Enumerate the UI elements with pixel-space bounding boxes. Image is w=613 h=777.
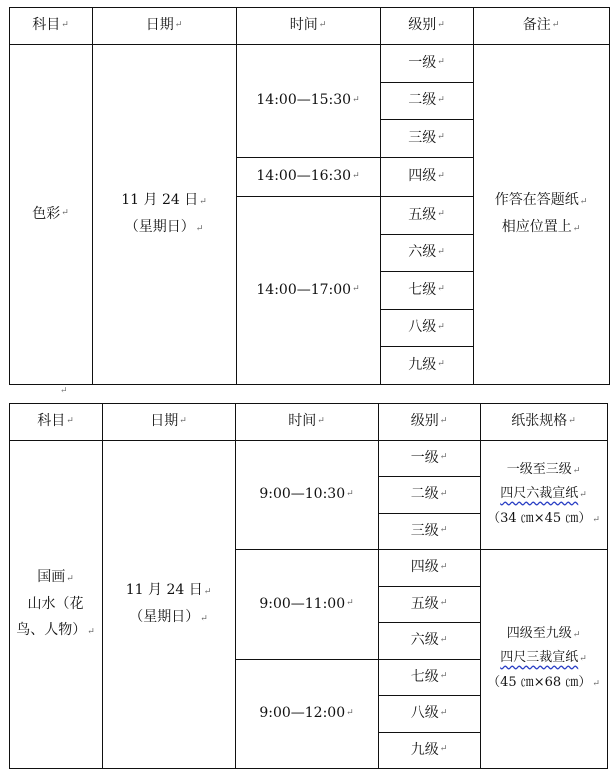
t1-level: 八级 ↵ [408,319,445,336]
t1-level: 二级 ↵ [408,92,445,109]
paragraph-mark: ↵ [60,386,68,396]
t2-level: 一级 ↵ [410,449,448,466]
t2-header-level: 级别 ↵ [410,413,448,430]
t1-note: 作答在答题纸↵ 相应位置上↵ [494,192,588,235]
t2-level: 四级 ↵ [410,559,448,576]
t1-time-slot: 14:00—15:30 ↵ [256,92,360,109]
t2-subject: 国画↵ 山水（花 鸟、人物）↵ [16,569,95,639]
t2-level: 二级 ↵ [410,486,448,503]
t2-header-paper-spec: 纸张规格 ↵ [511,413,576,430]
t2-time-slot: 9:00—12:00 ↵ [259,705,354,722]
t2-date: 11 月 24 日↵ （星期日）↵ [125,582,212,625]
t1-header-time: 时间 ↵ [289,17,327,34]
t1-level: 四级 ↵ [408,168,445,185]
t2-level: 三级 ↵ [410,522,448,539]
t1-time-slot: 14:00—16:30 ↵ [256,168,360,185]
t2-paper-spec-2: 四级至九级↵ 四尺三裁宣纸↵ （45 ㎝×68 ㎝）↵ [487,626,600,690]
t2-paper-spec-1: 一级至三级↵ 四尺六裁宣纸↵ （34 ㎝×45 ㎝）↵ [487,462,600,526]
t1-level: 六级 ↵ [408,244,445,261]
t2-level: 八级 ↵ [410,705,448,722]
t1-header-level: 级别 ↵ [408,17,445,34]
t1-level: 七级 ↵ [408,281,445,298]
t2-header-date: 日期 ↵ [150,413,187,430]
t2-header-time: 时间 ↵ [288,413,325,430]
t1-subject: 色彩 ↵ [32,205,69,222]
t2-level: 六级 ↵ [410,632,448,649]
t1-header-date: 日期 ↵ [145,17,183,34]
t2-level: 五级 ↵ [410,595,448,612]
t1-date: 11 月 24 日↵ （星期日）↵ [121,192,207,235]
t1-level: 三级 ↵ [408,129,445,146]
t2-time-slot: 9:00—10:30 ↵ [259,486,354,503]
t1-header-note: 备注 ↵ [522,17,560,34]
t2-header-subject: 科目 ↵ [37,413,74,430]
t1-level: 五级 ↵ [408,206,445,223]
t1-level: 一级 ↵ [408,54,445,71]
t2-level: 九级 ↵ [410,741,448,758]
t1-level: 九级 ↵ [408,356,445,373]
t1-time-slot: 14:00—17:00 ↵ [256,281,360,298]
t2-level: 七级 ↵ [410,668,448,685]
t2-time-slot: 9:00—11:00 ↵ [259,595,354,612]
t1-header-subject: 科目 ↵ [32,17,69,34]
